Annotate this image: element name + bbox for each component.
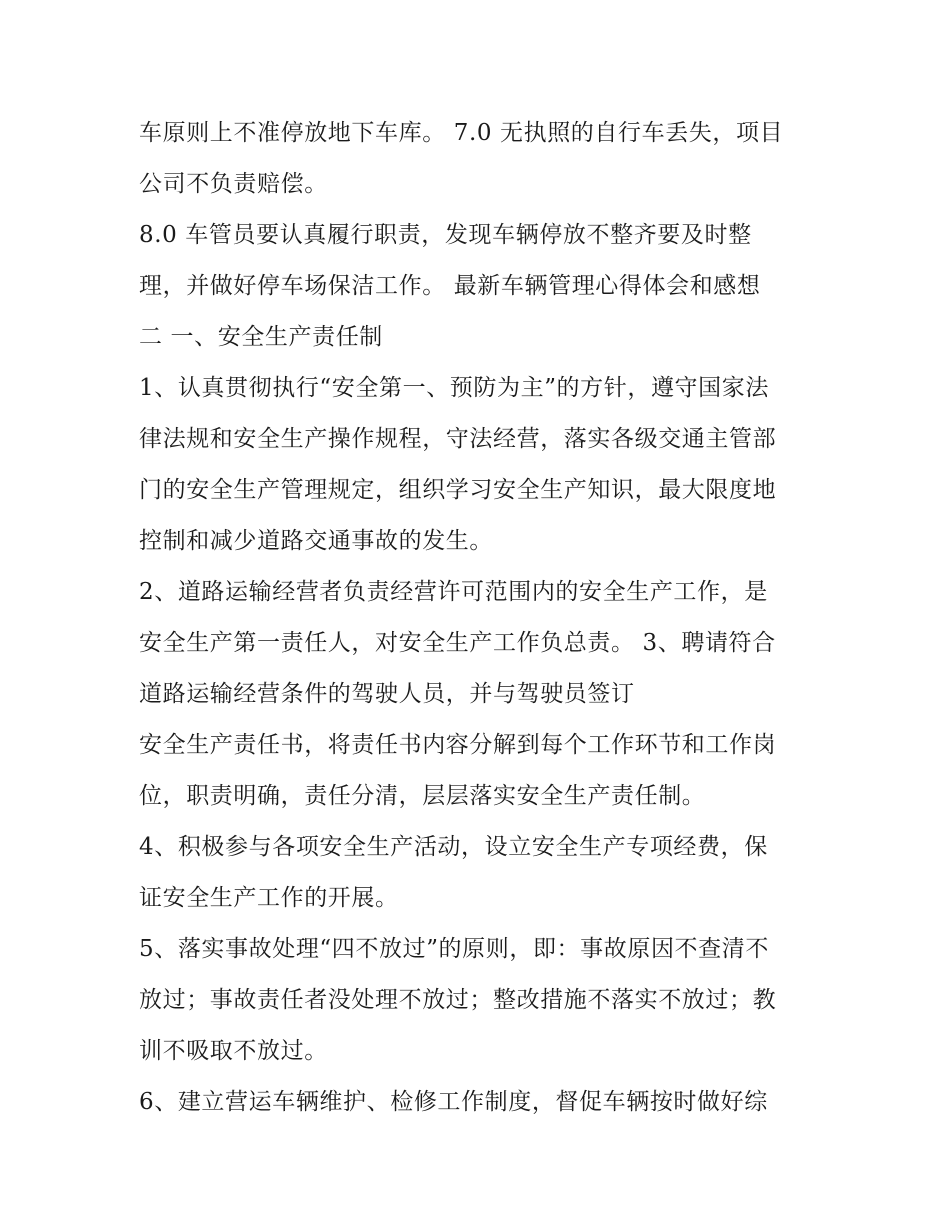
text-line: 理，并做好停车场保洁工作。 最新车辆管理心得体会和感想 (139, 273, 761, 299)
text-line: 车原则上不准停放地下车库。 7.0 无执照的自行车丢失，项目 (139, 120, 784, 146)
text-line: 律法规和安全生产操作规程，守法经营，落实各级交通主管部 (139, 426, 777, 452)
text-line: 2、道路运输经营者负责经营许可范围内的安全生产工作，是 (139, 579, 768, 605)
body-text (139, 108, 829, 1128)
text-line: 证安全生产工作的开展。 (139, 885, 399, 911)
section-heading: 二 一、安全生产责任制 (139, 324, 383, 350)
text-line: 8.0 车管员要认真履行职责，发现车辆停放不整齐要及时整 (139, 222, 752, 248)
text-line: 安全生产责任书，将责任书内容分解到每个工作环节和工作岗 (139, 732, 777, 758)
text-line: 控制和减少道路交通事故的发生。 (139, 528, 493, 554)
text-line: 道路运输经营条件的驾驶人员，并与驾驶员签订 (139, 681, 635, 707)
text-line: 门的安全生产管理规定，组织学习安全生产知识，最大限度地 (139, 477, 777, 503)
text-line: 放过；事故责任者没处理不放过；整改措施不落实不放过；教 (139, 987, 777, 1013)
text-line: 4、积极参与各项安全生产活动，设立安全生产专项经费，保 (139, 834, 768, 860)
text-line: 位，职责明确，责任分清，层层落实安全生产责任制。 (139, 783, 706, 809)
text-line: 公司不负责赔偿。 (139, 171, 328, 197)
text-line: 安全生产第一责任人，对安全生产工作负总责。 3、聘请符合 (139, 630, 776, 656)
text-line: 1、认真贯彻执行“安全第一、预防为主”的方针，遵守国家法 (139, 375, 769, 401)
text-line: 5、落实事故处理“四不放过”的原则，即：事故原因不查清不 (139, 936, 769, 962)
text-line: 训不吸取不放过。 (139, 1038, 328, 1064)
text-line: 6、建立营运车辆维护、检修工作制度，督促车辆按时做好综 (139, 1089, 768, 1115)
